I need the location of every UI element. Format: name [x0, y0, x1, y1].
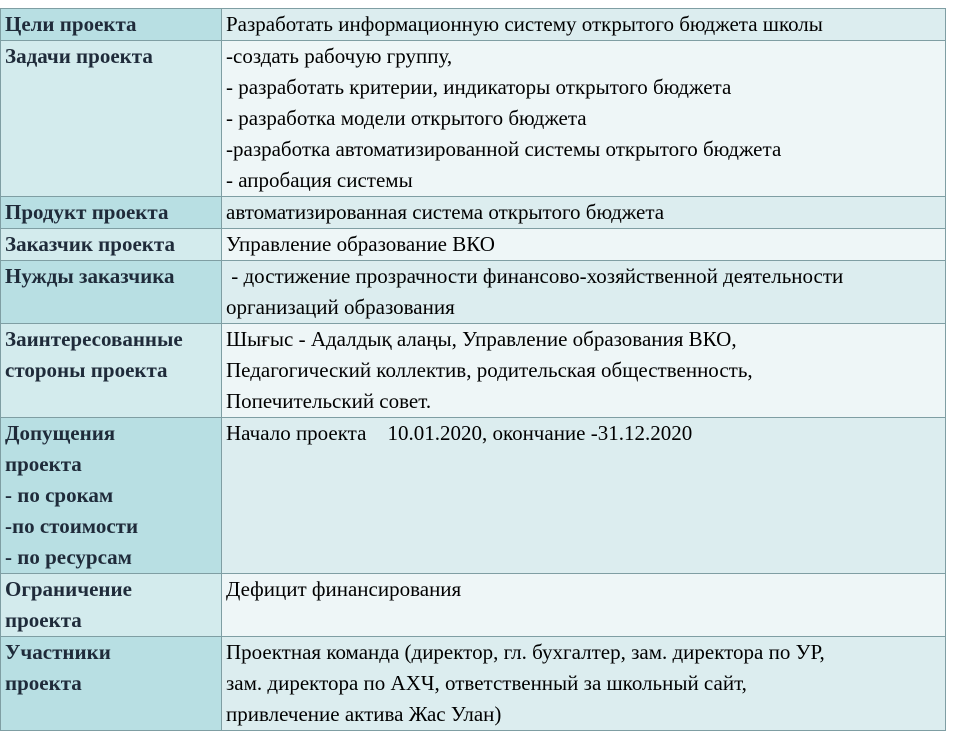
- row-constraints: [1, 574, 946, 637]
- project-charter-table: [0, 8, 946, 731]
- row-label-stakeholders: Заинтересованные стороны проекта: [1, 324, 222, 418]
- row-value-participants: Проектная команда (директор, гл. бухгалтер, зам. директора по УР, зам. директора по АХЧ, ответственный за школьный сайт, привлечение актива Жас Улан): [222, 637, 946, 731]
- row-label-customer: Заказчик проекта: [1, 229, 222, 261]
- row-value-assumptions: Начало проекта 10.01.2020, окончание -31.12.2020: [222, 418, 946, 574]
- row-value-customer: Управление образование ВКО: [222, 229, 946, 261]
- row-assumptions: [1, 418, 946, 574]
- row-product: [1, 197, 946, 229]
- row-value-stakeholders: Шығыс - Адалдық алаңы, Управление образования ВКО, Педагогический коллектив, родительская общественность, Попечительский совет.: [222, 324, 946, 418]
- row-goals: [1, 9, 946, 41]
- row-customer-needs: [1, 261, 946, 324]
- row-value-tasks: -создать рабочую группу, - разработать критерии, индикаторы открытого бюджета - разработка модели открытого бюджета -разработка автоматизированной системы открытого бюджета - апробация системы: [222, 41, 946, 197]
- row-label-customer-needs: Нужды заказчика: [1, 261, 222, 324]
- row-value-constraints: Дефицит финансирования: [222, 574, 946, 637]
- row-label-constraints: Ограничение проекта: [1, 574, 222, 637]
- row-label-product: Продукт проекта: [1, 197, 222, 229]
- row-value-product: автоматизированная система открытого бюджета: [222, 197, 946, 229]
- row-customer: [1, 229, 946, 261]
- row-tasks: [1, 41, 946, 197]
- row-label-tasks: Задачи проекта: [1, 41, 222, 197]
- row-value-goals: Разработать информационную систему открытого бюджета школы: [222, 9, 946, 41]
- row-stakeholders: [1, 324, 946, 418]
- row-label-goals: Цели проекта: [1, 9, 222, 41]
- row-label-assumptions: Допущения проекта - по срокам -по стоимости - по ресурсам: [1, 418, 222, 574]
- row-participants: [1, 637, 946, 731]
- row-value-customer-needs: - достижение прозрачности финансово-хозяйственной деятельности организаций образования: [222, 261, 946, 324]
- row-label-participants: Участники проекта: [1, 637, 222, 731]
